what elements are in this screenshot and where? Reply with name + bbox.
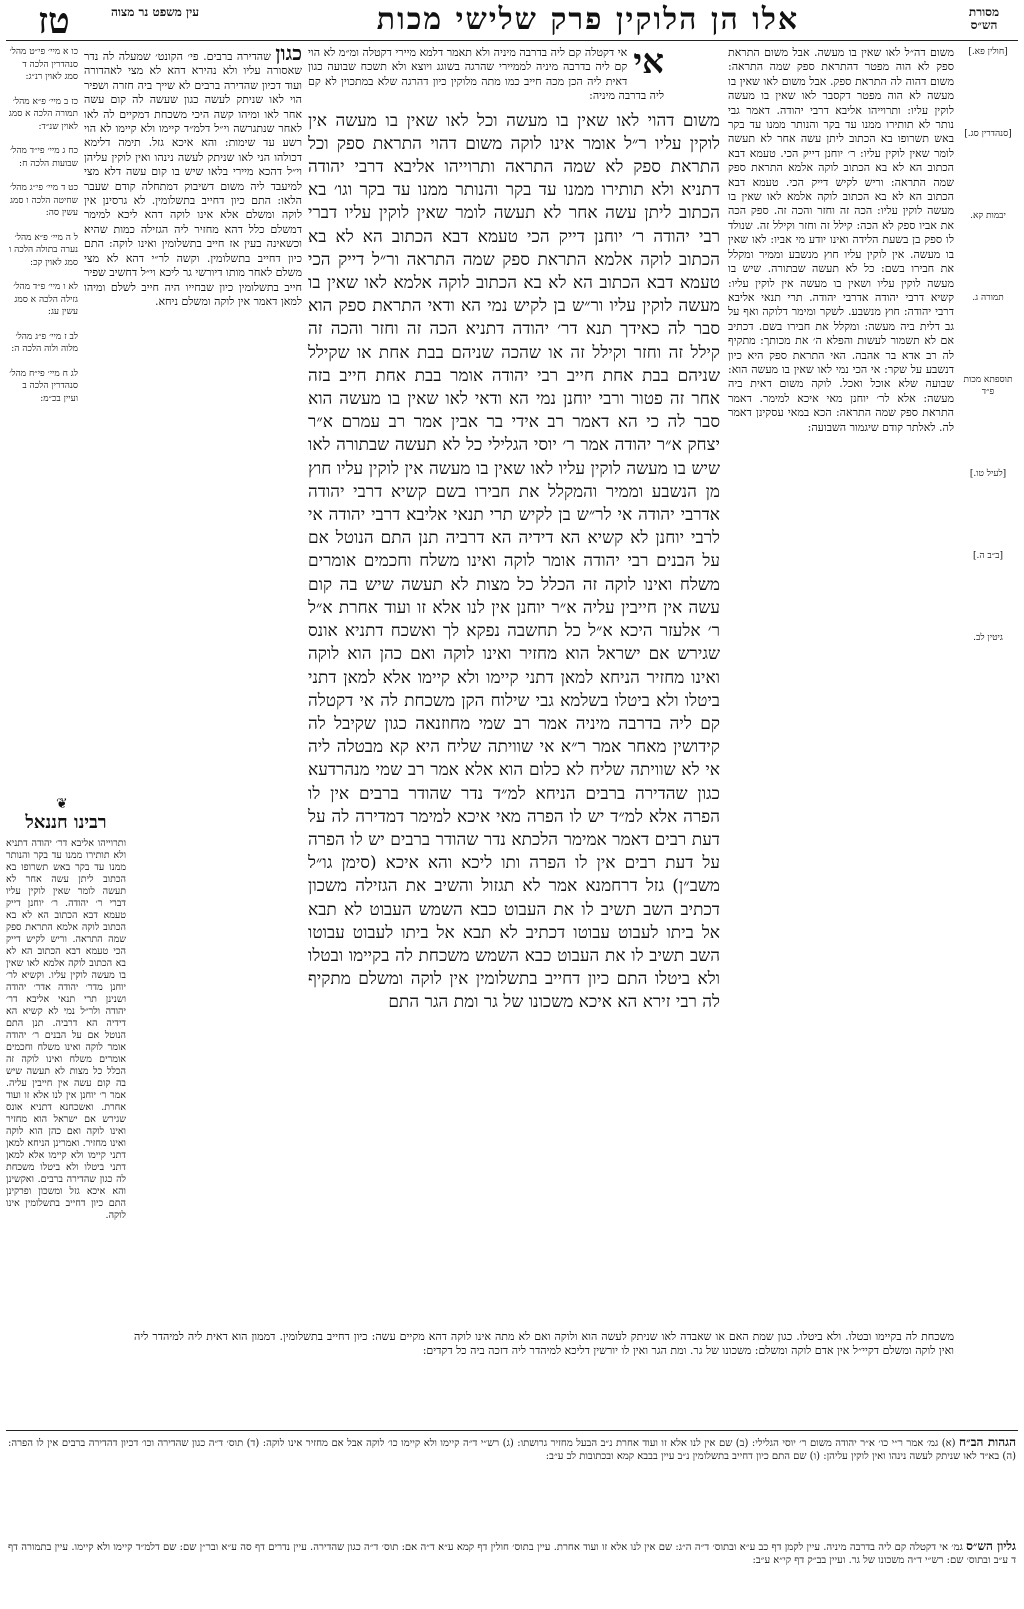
ein-mishpat-entry: כז ב מיי׳ פ״א מהל׳ תמורה הלכה א סמג לאוין שנ״ד: — [8, 96, 78, 132]
header-rule — [6, 40, 1018, 41]
ein-mishpat-entry: כו א מיי׳ פי״ט מהל׳ סנהדרין הלכה ד סמג לאוין רנ״ג: — [9, 47, 78, 82]
rashi-commentary: משום דה״ל לאו שאין בו מעשה. אבל משום התראת ספק לא הוה מפטר דהתראת ספק שמה התראה: משום דהוה לה התראת ספק. אבל משום לאו שאין בו מעשה לא הוה מפטר דקסבר לאו שאין בו מעשה לוקין עליו: ותרוייהו אליבא דרבי יהודה. דאמר גבי נותר לא תותירו ממנו עד בקר והנותר ממנו עד בקר באש תשרופו בא הכתוב ליתן עשה אחר לא תעשה לומר שאין לוקין עליו: ר׳ יוחנן דייק הכי. טעמא דבא הכתוב הא לא בא הכתוב לוקה אלמא התראת ספק שמה התראה: וריש לקיש דייק הכי. טעמא דבא הכתוב הא לא בא הכתוב לוקה אלמא לאו שאין בו מעשה לוקין עליו: הכה זה וחזר והכה זה. ספק הכה את אביו ספק לא הכה: קילל זה וחזר וקילל זה. שנולד לו ספק בן בשעת הלידה ואינו יודע מי אביו: לאו שאין בו מעשה. אין לוקין עליו חוץ מנשבע וממיר ומקלל את חבירו בשם: כל לא תעשה שבתורה. שיש בו מעשה לוקין עליו ושאין בו מעשה אין לוקין עליו: קשיא דרבי יהודה אדרבי יהודה. תרי תנאי אליבא דרבי יהודה: חוץ מנשבע. לשקר ומימר דלוקה ואף על גב דלית ביה מעשה: ומקלל את חבירו בשם. דכתיב אם לא תשמור לעשות והפלא ה׳ את מכותך: מתקיף לה רב אדא בר אהבה. האי התראת ספק היא כיון דנשבע על שקר: אי הכי נמי לאו שאין בו מעשה הוא: שבועה שלא אוכל ואכל. לוקה משום דאית ביה מעשה: אלא לר׳ יוחנן מאי איכא למימר. דאמר התראת ספק שמה התראה: הכא במאי עסקינן דאמר לה. לאלתר קודם שיגמור השבועה: — [728, 46, 954, 434]
ein-mishpat-entry: כח ג מיי׳ פי״ד מהל׳ שבועות הלכה ח: — [10, 146, 78, 169]
page-title: אלו הן הלוקין פרק שלישי מכות — [376, 2, 800, 37]
rashi-bottom-commentary: משכחת לה בקיימו ובטלו. ולא ביטלו. כגון שמת האם או שאבדה לאו שניתק לעשה הוא ולוקה ואם לא מתה אינו לוקה דהא מקיים עשה: כיון דחייב בתשלומין. דממון הוא דאית ליה למיהדר ליה ואין לוקה ומשלם דקיי״ל אין אדם לוקה ומשלם: משכונו של גר. ומת הגר ואין לו יורשין דליכא למיהדר ליה דזכה ביה כל דקדים: — [134, 1330, 954, 1358]
hagahot-habach — [8, 1436, 1016, 1463]
gilyon-title: גליון הש״ס — [966, 1539, 1016, 1553]
ein-mishpat-entry: ל ה מיי׳ פ״א מהל׳ נערה בתולה הלכה ו סמג לאוין קכ: — [9, 232, 78, 268]
gemara-column — [308, 42, 720, 1015]
footnote-rule — [6, 1430, 1018, 1431]
masoret-hashas-column — [960, 46, 1016, 1409]
ornament-icon: ❦ — [56, 796, 68, 812]
margin-note: [סנהדרין סג.] — [964, 129, 1012, 139]
rabbeinu-chananel-commentary: ותרוייהו אליבא דר׳ יהודה דתניא ולא תותירו ממנו עד בקר והנותר ממנו עד בקר באש תשרופו בא הכתוב ליתן עשה אחר לא תעשה לומר שאין לוקין עליו דברי ר׳ יהודה. ר׳ יוחנן דייק טעמא דבא הכתוב הא לא בא הכתוב לוקה אלמא התראת ספק שמה התראה. וריש לקיש דייק הכי טעמא דבא הכתוב הא לא בא הכתוב לוקה אלמא לאו שאין בו מעשה לוקין עליו. וקשיא לר׳ יוחנן מדר׳ יהודה אדר׳ יהודה ושנינן תרי תנאי אליבא דר׳ יהודה ולר״ל נמי לא קשיא הא דידיה הא דרביה. תנן התם הנוטל אם על הבנים ר׳ יהודה אומר לוקה ואינו משלח וחכמים אומרים משלח ואינו לוקה זה הכלל כל מצות לא תעשה שיש בה קום עשה אין חייבין עליה. אמר ר׳ יוחנן אין לנו אלא זו ועוד אחרת. ואשכחנא דתניא אונס שגירש אם ישראל הוא מחזיר ואינו לוקה ואם כהן הוא לוקה ואינו מחזיר. ואמרינן הניחא למאן דתני קיימו ולא קיימו אלא למאן דתני ביטלו ולא ביטלו משכחת לה כגון שהדירה ברבים. ואקשינן והא איכא גזל ומשכון ופרקינן התם כיון דחייב בתשלומין אינו לוקה. — [6, 838, 126, 1221]
daf-number: טז — [38, 0, 70, 42]
ein-mishpat-entry: לא ו מיי׳ פ״ד מהל׳ גזילה הלכה א סמג עשין עג: — [13, 282, 78, 317]
gemara-top-text — [308, 42, 664, 104]
tosafot-text: שהדירה ברבים. פי׳ הקונט׳ שמעלה לה נדר שאסורה עליו ולא נהירא דהא לא מצי לאהדורה ועוד דכיון שהדירה ברבים לא שייך ביה חזרה ושפיר הוי לאו שניתק לעשה כגון שעשה לה קום עשה אחר לאו ומיהו קשה היכי משכחת דמקיים לה לאו לאחר שנתגרשה וי״ל דלמ״ד קיימו ולא קיימו לא הוי רשע עד שימות: והא איכא גזל. תימה דלימא דכולהו הני לאו שניתק לעשה נינהו ואין לוקין עליהן וי״ל דהכא מיירי בלאו שיש בו קום עשה דלא מצי למיעבד ליה משום דשיבוק דמתחלה קודם שעבר הלאו: התם כיון דחייב בתשלומין. לא גרסינן אין לוקה ומשלם אלא אינו לוקה דהא ליכא למימר דמשלם כלל דהא מחזיר ליה הגזילה כמות שהיא וכשאינה בעין אז חייב בתשלומין ואינו לוקה: התם כיון דחייב בתשלומין. וקשה לר״י דהא לא מצי משלם לאחר מותו דיורשי גר ליכא וי״ל דחשיב שפיר חייב בתשלומין כיון שבחייו היה חייב לשלם ומיהו למאן דאמר אין לוקה ומשלם ניחא. — [84, 50, 302, 308]
ein-mishpat-entry: כט ד מיי׳ פי״ג מהל׳ שחיטה הלכה ו סמג עשין סה: — [9, 183, 78, 218]
ein-mishpat-entry: לב ז מיי׳ פ״ג מהל׳ מלוה ולוה הלכה ה: — [11, 331, 78, 354]
hagahot-text: (א) גמ׳ אמר ר״י כו׳ א״ר יהודה משום ר׳ יוסי הגלילי: (ב) שם אין לנו אלא זו ועוד אחרת נ״ב הבעל מחזיר גרושתו: (ג) רש״י ד״ה קיימו ולא קיימו כו׳ לוקה אבל אם מחזיר אינו לוקה: (ד) תוס׳ ד״ה כגון שהדירה וכו׳ דכיון דהדירה ברבים אין לו הפרה: (ה) בא״ד לאו שניתק לעשה נינהו ואין לוקין עליהן: (ו) שם התם כיון דחייב בתשלומין נ״ב עיין בבבא קמא ובכתובות לב ע״ב: — [8, 1438, 1016, 1462]
margin-note: [חולין פא.] — [968, 47, 1008, 57]
margin-note: [ב״ב ה.] — [972, 551, 1003, 561]
ein-mishpat-entry: לג ח מיי׳ פי״ח מהל׳ סנהדרין הלכה ב ועיין בכ״מ: — [9, 368, 78, 404]
rabbeinu-chananel-title: רבינו חננאל — [25, 812, 107, 833]
tosafot-heading-word: כגון — [275, 41, 303, 65]
masoret-hashas-label: מסורת הש״ס — [968, 5, 1000, 32]
gilyon-text: גמ׳ אי דקטלה קם ליה בדרבה מיניה. עיין לקמן דף כב ע״א ובתוס׳ ד״ה ה״ג: שם אין לנו אלא זו ועוד אחרת. עיין בתוס׳ חולין דף קמא ע״א ד״ה אם: תוס׳ ד״ה כגון שהדירה. עיין נדרים דף סה ע״א ובר״ן שם: שם דלמ״ד קיימו ולא קיימו. עיין בתמורה דף ד ע״ב ובתוס׳ שם: רש״י ד״ה משכונו של גר. ועיין בב״ק דף קי״א ע״ב: — [8, 1542, 1016, 1566]
margin-note: תוספתא מכות פ״ד — [963, 375, 1013, 397]
gilyon-hashas — [8, 1540, 1016, 1567]
margin-note: [לעיל טו.] — [969, 469, 1007, 479]
ein-mishpat-label: עין משפט נר מצוה — [110, 5, 200, 19]
gemara-top-body: אי דקטלה קם ליה בדרבה מיניה ולא תאמר דלמא מיירי דקטלה ומ״מ לא הוי קם ליה בדרבה מיניה לממיירי שהרגה בשוגג ויוצא ולא תשכח שבועה כגון דאית ליה הכן מכה חייב כמו מתה מלוקין כיון דהרגה שלא במתכוין לא קם ליה בדרבה מיניה: — [308, 46, 664, 103]
tosafot-commentary — [84, 41, 303, 309]
margin-note: יבמות קא. — [970, 211, 1006, 221]
gemara-text: משום דהוי לאו שאין בו מעשה וכל לאו שאין בו מעשה אין לוקין עליו ר״ל אומר אינו לוקה משום דהוי התראת ספק וכל התראת ספק לא שמה התראה ותרוייהו אליבא דרבי יהודה דתניא ולא תותירו ממנו עד בקר והנותר ממנו עד בקר וגו׳ בא הכתוב ליתן עשה אחר לא תעשה לומר שאין לוקין עליו דברי רבי יהודה ר׳ יוחנן דייק הכי טעמא דבא הכתוב הא לא בא הכתוב לוקה אלמא התראת ספק שמה התראה ור״ל דייק הכי טעמא דבא הכתוב הא לא בא הכתוב לוקה אלמא לאו שאין בו מעשה לוקין עליו ור״ש בן לקיש נמי הא ודאי התראת ספק הוא סבר לה כאידך תנא דר׳ יהודה דתניא הכה זה וחזר והכה זה קילל זה וחזר וקילל זה או שהכה שניהם בבת אחת או שקילל שניהם בבת אחת חייב רבי יהודה אומר בבת אחת חייב בזה אחר זה פטור ורבי יוחנן נמי הא ודאי לאו שאין בו מעשה הוא סבר לה כי הא דאמר רב אידי בר אבין אמר רב עמרם א״ר יצחק א״ר יהודה אמר ר׳ יוסי הגלילי כל לא תעשה שבתורה לאו שיש בו מעשה לוקין עליו לאו שאין בו מעשה אין לוקין עליו חוץ מן הנשבע וממיר והמקלל את חבירו בשם קשיא דרבי יהודה אדרבי יהודה אי לר״ש בן לקיש תרי תנאי אליבא דרבי יהודה אי לרבי יוחנן לא קשיא הא דידיה הא דרביה תנן התם הנוטל אם על הבנים רבי יהודה אומר לוקה ואינו משלח וחכמים אומרים משלח ואינו לוקה זה הכלל כל מצות לא תעשה שיש בה קום עשה אין חייבין עליה א״ר יוחנן אין לנו אלא זו ועוד אחרת א״ל ר׳ אלעזר היכא א״ל כל תחשבה נפקא לך ואשכח דתניא אונס שגירש אם ישראל הוא מחזיר ואינו לוקה ואם כהן הוא לוקה ואינו מחזיר הניחא למאן דתני קיימו ולא קיימו אלא למאן דתני ביטלו ולא ביטלו בשלמא גבי שילוח הקן משכחת לה אי דקטלה קם ליה בדרבה מיניה אמר רב שמי מחוזנאה כגון שקיבל לה קידושין מאחר אמר ר״א אי שוויתה שליח היא קא מבטלה ליה אי לא שוויתה שליח לא כלום הוא אלא אמר רב שמי מנהרדעא כגון שהדירה ברבים הניחא למ״ד נדר שהודר ברבים אין לו הפרה אלא למ״ד יש לו הפרה מאי איכא למימר דמדירה לה על דעת רבים דאמר אמימר הלכתא נדר שהודר ברבים יש לו הפרה על דעת רבים אין לו הפרה ותו ליכא והא איכא (סימן גו״ל משב״ן) גזל דרחמנא אמר לא תגזול והשיב את הגזילה משכון דכתיב השב תשיב לו את העבוט כבא השמש העבוט לא תבא אל ביתו לעבוט עבוטו דכתיב לא תבא אל ביתו לעבוט עבוטו השב תשיב לו את העבוט כבא השמש משכחת לה בקיימו ובטלו ולא ביטלו התם כיון דחייב בתשלומין אין לוקה ומשלם מתקיף לה רבי זירא הא איכא משכונו של גר ומת הגר — [308, 110, 720, 1013]
margin-note: תמורה ג. — [972, 293, 1004, 303]
gemara-end-word: התם — [388, 992, 420, 1013]
page-header — [6, 0, 1018, 42]
gemara-main-text — [308, 110, 720, 1015]
gemara-opening-word: אי — [633, 42, 664, 82]
ein-mishpat-column — [8, 46, 78, 417]
margin-note: גיטין לב. — [973, 633, 1003, 643]
hagahot-title: הגהות הב״ח — [959, 1435, 1016, 1449]
